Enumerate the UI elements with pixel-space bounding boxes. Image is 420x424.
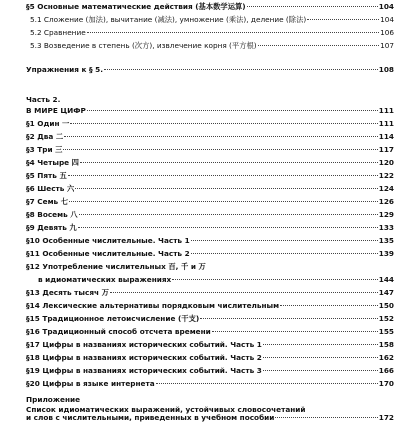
entry-page: 111 — [378, 106, 394, 115]
dot-leader — [64, 136, 378, 137]
toc-entry-p2-s14[interactable] — [26, 299, 394, 312]
entry-title: §4 Четыре 四 — [26, 158, 79, 167]
dot-leader — [191, 253, 378, 254]
toc-entry-p2-s18[interactable] — [26, 351, 394, 364]
dot-leader — [78, 227, 378, 228]
toc-entry-p2-s9[interactable] — [26, 221, 394, 234]
dot-leader — [68, 175, 378, 176]
toc-entry-p2-s13[interactable] — [26, 286, 394, 299]
entry-title: §18 Цифры в названиях исторических событий. Часть 2 — [26, 353, 262, 362]
dot-leader — [87, 32, 379, 33]
toc-entry-p2-s17[interactable] — [26, 338, 394, 351]
entry-title: §5 Основные математические действия (基本数学运算) — [26, 2, 246, 11]
dot-leader — [280, 305, 378, 306]
dot-leader — [79, 214, 378, 215]
entry-title: В МИРЕ ЦИФР — [26, 106, 86, 115]
dot-leader — [307, 19, 379, 20]
dot-leader — [80, 162, 378, 163]
entry-title: §10 Особенные числительные. Часть 1 — [26, 236, 190, 245]
entry-title: §1 Один 一 — [26, 119, 70, 128]
toc-entry-exercises[interactable] — [26, 63, 394, 76]
toc-entry-p2-s15[interactable] — [26, 312, 394, 325]
entry-title: §6 Шесть 六 — [26, 184, 75, 193]
dot-leader — [156, 383, 378, 384]
dot-leader — [70, 123, 377, 124]
toc-entry-p2-s19[interactable] — [26, 364, 394, 377]
toc-entry-p2-s6[interactable] — [26, 182, 394, 195]
entry-page: 106 — [380, 28, 394, 37]
entry-page: 144 — [378, 275, 394, 284]
entry-page: 104 — [378, 2, 394, 11]
entry-title: §8 Восемь 八 — [26, 210, 78, 219]
entry-page: 122 — [378, 171, 394, 180]
entry-page: 114 — [378, 132, 394, 141]
dot-leader — [63, 149, 377, 150]
dot-leader — [172, 279, 378, 280]
entry-page: 135 — [378, 236, 394, 245]
dot-leader — [75, 188, 378, 189]
toc-entry-p2-s4[interactable] — [26, 156, 394, 169]
dot-leader — [275, 417, 377, 418]
entry-title: §14 Лексические альтернативы порядковым числительным — [26, 301, 280, 310]
dot-leader — [258, 45, 379, 46]
entry-page: 120 — [378, 158, 394, 167]
entry-title: §20 Цифры в языке интернета — [26, 379, 155, 388]
entry-title: 5.2 Сравнение — [30, 28, 86, 37]
entry-page: 158 — [378, 340, 394, 349]
entry-page: 166 — [378, 366, 394, 375]
dot-leader — [247, 6, 378, 7]
entry-title: §16 Традиционный способ отсчета времени — [26, 327, 211, 336]
toc-entry-s5-1[interactable] — [30, 13, 394, 26]
toc-entry-p2-s7[interactable] — [26, 195, 394, 208]
entry-title: 5.1 Сложение (加法), вычитание (减法), умножение (乘法), деление (除法) — [30, 15, 307, 24]
dot-leader — [110, 292, 378, 293]
dot-leader — [263, 357, 378, 358]
entry-page: 147 — [378, 288, 394, 297]
toc-entry-s5-3[interactable] — [30, 39, 394, 52]
entry-page: 155 — [378, 327, 394, 336]
entry-title: §19 Цифры в названиях исторических событий. Часть 3 — [26, 366, 262, 375]
appendix-label: Приложение — [26, 395, 81, 404]
part-2-label: Часть 2. — [26, 95, 61, 104]
entry-page: 124 — [378, 184, 394, 193]
entry-page: 139 — [378, 249, 394, 258]
toc-entry-s5-2[interactable] — [30, 26, 394, 39]
toc-entry-p2-s12-title[interactable]: §12 Употребление числительных 百, 千 и 万 — [26, 262, 206, 271]
entry-page: 172 — [378, 413, 394, 422]
entry-title: §5 Пять 五 — [26, 171, 67, 180]
dot-leader — [263, 344, 378, 345]
entry-title-continued: в идиоматических выражениях — [38, 275, 172, 284]
entry-page: 150 — [378, 301, 394, 310]
entry-page: 111 — [378, 119, 394, 128]
toc-entry-appendix[interactable] — [26, 411, 394, 424]
dot-leader — [191, 240, 378, 241]
entry-title: §17 Цифры в названиях исторических событий. Часть 1 — [26, 340, 262, 349]
toc-entry-p2-s2[interactable] — [26, 130, 394, 143]
entry-title: §11 Особенные числительные. Часть 2 — [26, 249, 190, 258]
entry-title: §13 Десять тысяч 万 — [26, 288, 109, 297]
toc-entry-part2[interactable] — [26, 104, 394, 117]
entry-title: Упражнения к § 5. — [26, 65, 103, 74]
entry-page: 108 — [378, 65, 394, 74]
toc-entry-s5[interactable] — [26, 0, 394, 13]
entry-page: 162 — [378, 353, 394, 362]
entry-page: 126 — [378, 197, 394, 206]
toc-entry-p2-s10[interactable] — [26, 234, 394, 247]
entry-page: 129 — [378, 210, 394, 219]
entry-page: 133 — [378, 223, 394, 232]
dot-leader — [212, 331, 378, 332]
entry-title: §2 Два 二 — [26, 132, 64, 141]
entry-title: §9 Девять 九 — [26, 223, 77, 232]
entry-title: 5.3 Возведение в степень (次方), извлечение корня (平方根) — [30, 41, 257, 50]
entry-page: 152 — [378, 314, 394, 323]
toc-entry-p2-s11[interactable] — [26, 247, 394, 260]
toc-entry-p2-s8[interactable] — [26, 208, 394, 221]
entry-title: §15 Традиционное летоисчисление (干支) — [26, 314, 200, 323]
dot-leader — [200, 318, 378, 319]
toc-entry-p2-s1[interactable] — [26, 117, 394, 130]
dot-leader — [104, 69, 378, 70]
toc-entry-p2-s12[interactable] — [38, 273, 394, 286]
toc-entry-p2-s3[interactable] — [26, 143, 394, 156]
entry-title: §3 Три 三 — [26, 145, 63, 154]
toc-entry-p2-s5[interactable] — [26, 169, 394, 182]
dot-leader — [87, 110, 378, 111]
dot-leader — [69, 201, 378, 202]
entry-page: 170 — [378, 379, 394, 388]
entry-title-continued: и слов с числительными, приведенных в учебном пособии — [26, 413, 275, 422]
entry-page: 104 — [380, 15, 394, 24]
toc-entry-p2-s16[interactable] — [26, 325, 394, 338]
entry-page: 117 — [378, 145, 394, 154]
entry-page: 107 — [380, 41, 394, 50]
toc-entry-p2-s20[interactable] — [26, 377, 394, 390]
dot-leader — [263, 370, 378, 371]
appendix-line-1[interactable]: Список идиоматических выражений, устойчивых словосочетаний — [26, 405, 306, 414]
entry-title: §7 Семь 七 — [26, 197, 68, 206]
